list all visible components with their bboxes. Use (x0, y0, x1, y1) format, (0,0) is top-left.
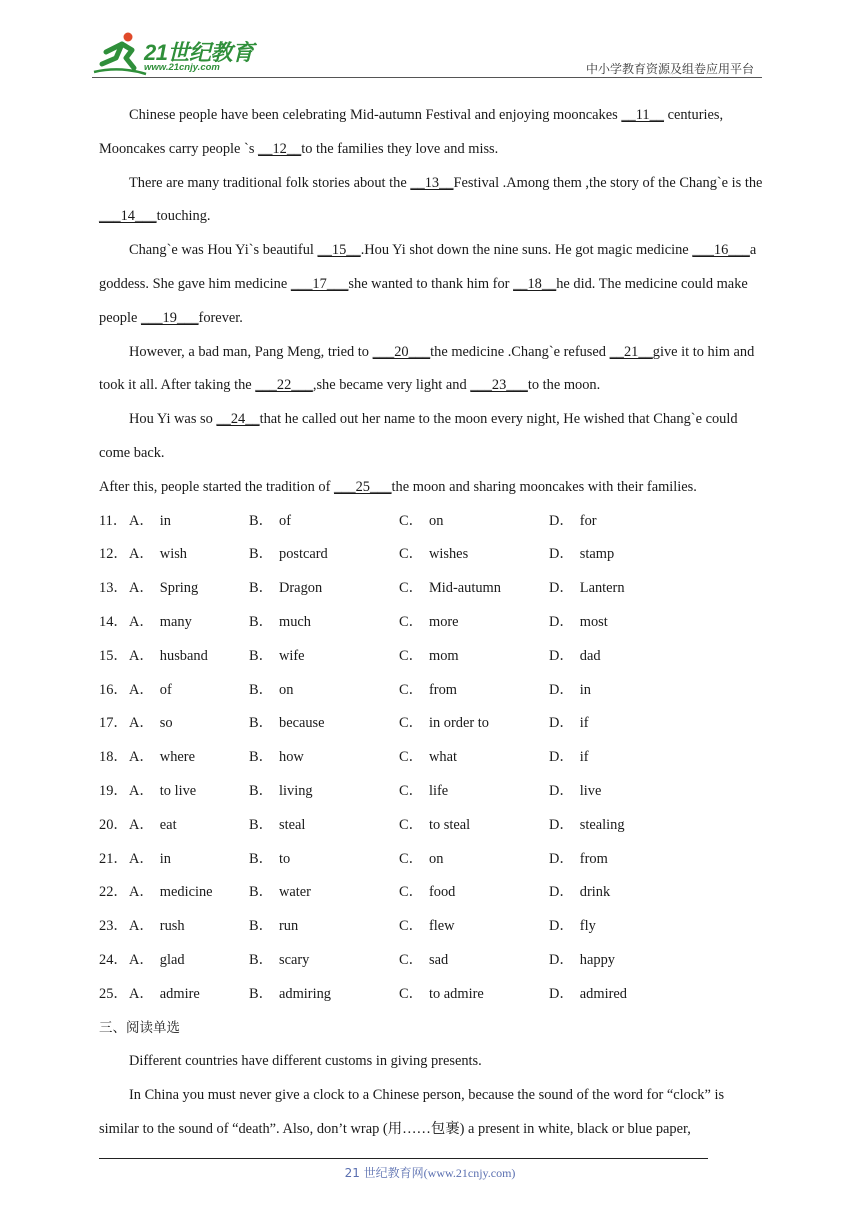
option-text: where (159, 749, 195, 766)
option-text: admired (579, 985, 627, 1002)
option-letter: C． (399, 647, 423, 664)
passage-text: she wanted to thank him for (348, 275, 514, 292)
option-letter: C． (399, 681, 423, 698)
option-b (249, 640, 399, 674)
option-text: on (279, 681, 294, 698)
question-number: 21． (99, 850, 128, 867)
passage-text: However, a bad man, Pang Meng, tried to (129, 343, 373, 360)
footer-divider (99, 1158, 708, 1159)
option-b (249, 775, 399, 809)
option-text: husband (159, 647, 208, 664)
option-b (249, 606, 399, 640)
option-letter: D． (549, 546, 574, 563)
option-letter: C． (399, 782, 423, 799)
logo (92, 30, 262, 76)
passage-paragraph (99, 336, 763, 404)
option-letter: B． (249, 512, 273, 529)
option-c (399, 978, 549, 1012)
option-letter: B． (249, 951, 273, 968)
question-number: 16． (99, 681, 128, 698)
option-b (249, 707, 399, 741)
question-number: 13． (99, 580, 128, 597)
option-d (549, 538, 699, 572)
option-letter: B． (249, 884, 273, 901)
answer-blank: __21__ (609, 343, 653, 360)
option-text: in (159, 850, 171, 867)
option-text: fly (579, 918, 596, 935)
option-letter: A． (129, 681, 154, 698)
option-letter: C． (399, 546, 423, 563)
option-letter: B． (249, 580, 273, 597)
option-letter: B． (249, 918, 273, 935)
option-a (129, 809, 249, 843)
reading-paragraph: In China you must never give a clock to a Chinese person, because the sound of the word for “clock” is similar to the sound of “death”. Also, don’t wrap (用……包裹) a present in white, black or blue paper, (99, 1087, 725, 1137)
option-text: glad (159, 951, 185, 968)
option-c (399, 505, 549, 539)
option-letter: B． (249, 816, 273, 833)
question-number: 25． (99, 985, 128, 1002)
option-text: live (579, 782, 602, 799)
option-d (549, 674, 699, 708)
answer-blank: ___22___ (255, 377, 313, 394)
question-row (99, 978, 763, 1012)
option-letter: C． (399, 850, 423, 867)
answer-blank: ___23___ (470, 377, 528, 394)
passage-text: that he called out her name to the moon every night, He wished that Chang`e could come back. (99, 411, 738, 461)
option-d (549, 843, 699, 877)
option-b (249, 944, 399, 978)
option-c (399, 910, 549, 944)
passage-text: a goddess. She gave him medicine (99, 242, 757, 292)
question-number: 23． (99, 918, 128, 935)
option-text: to admire (429, 985, 484, 1002)
option-letter: A． (129, 985, 154, 1002)
option-letter: D． (549, 512, 574, 529)
option-d (549, 640, 699, 674)
question-row (99, 606, 763, 640)
option-letter: B． (249, 546, 273, 563)
option-d (549, 606, 699, 640)
option-letter: D． (549, 850, 574, 867)
header-divider (92, 77, 762, 78)
logo-url: www.21cnjy.com (144, 62, 220, 73)
option-letter: D． (549, 884, 574, 901)
option-letter: D． (549, 715, 574, 732)
question-row (99, 910, 763, 944)
option-a (129, 640, 249, 674)
option-text: flew (429, 918, 455, 935)
option-text: dad (579, 647, 601, 664)
option-letter: C． (399, 951, 423, 968)
option-letter: A． (129, 715, 154, 732)
question-row (99, 640, 763, 674)
option-text: for (579, 512, 597, 529)
option-text: run (279, 918, 299, 935)
page-footer (0, 1164, 860, 1181)
passage-text: Chinese people have been celebrating Mid-autumn Festival and enjoying mooncakes (129, 107, 622, 123)
option-text: admire (159, 985, 200, 1002)
question-number: 22． (99, 884, 128, 901)
option-letter: B． (249, 782, 273, 799)
option-letter: A． (129, 546, 154, 563)
option-b (249, 978, 399, 1012)
footer-site-name: 21 世纪教育网 (344, 1166, 424, 1180)
option-a (129, 741, 249, 775)
option-d (549, 505, 699, 539)
passage-text: Hou Yi was so (129, 411, 217, 428)
option-d (549, 707, 699, 741)
option-letter: C． (399, 884, 423, 901)
option-a (129, 978, 249, 1012)
option-letter: A． (129, 850, 154, 867)
option-text: Lantern (579, 580, 625, 597)
option-text: Spring (159, 580, 199, 597)
option-letter: A． (129, 918, 154, 935)
passage-text: touching. (156, 208, 211, 225)
passage-text: he did. The medicine could make people (99, 275, 748, 326)
option-c (399, 775, 549, 809)
option-letter: B． (249, 681, 273, 698)
option-text: wish (159, 546, 187, 563)
option-b (249, 809, 399, 843)
option-b (249, 572, 399, 606)
option-text: stamp (579, 546, 615, 563)
option-text: to live (159, 782, 197, 799)
option-text: of (279, 512, 291, 529)
option-letter: B． (249, 715, 273, 732)
question-row (99, 775, 763, 809)
option-letter: D． (549, 782, 574, 799)
option-letter: C． (399, 918, 423, 935)
passage-text: Chang`e was Hou Yi`s beautiful (129, 242, 318, 259)
question-row (99, 876, 763, 910)
option-d (549, 775, 699, 809)
answer-blank: __18__ (513, 275, 557, 292)
option-a (129, 843, 249, 877)
option-c (399, 944, 549, 978)
option-b (249, 674, 399, 708)
passage-paragraph (99, 403, 763, 471)
option-c (399, 741, 549, 775)
page-header (92, 30, 762, 78)
question-number: 18． (99, 749, 128, 766)
question-number: 19． (99, 782, 128, 799)
option-text: what (429, 749, 457, 766)
logo-text: 21世纪教育 (144, 40, 254, 65)
option-c (399, 674, 549, 708)
option-c (399, 538, 549, 572)
question-row (99, 741, 763, 775)
passage-text: give it to him and took it all. After taking the (99, 343, 755, 394)
option-letter: D． (549, 816, 574, 833)
option-letter: D． (549, 580, 574, 597)
option-text: much (279, 613, 311, 630)
option-text: wishes (429, 546, 469, 563)
option-letter: B． (249, 613, 273, 630)
option-text: in (579, 681, 591, 698)
section-title: 三、阅读单选 (99, 1019, 180, 1036)
option-d (549, 978, 699, 1012)
question-row (99, 572, 763, 606)
answer-blank: __15__ (317, 242, 361, 259)
passage-text: ,she became very light and (312, 377, 471, 394)
option-text: living (279, 782, 313, 799)
option-text: admiring (279, 985, 331, 1002)
option-d (549, 944, 699, 978)
answer-blank: __11__ (621, 107, 664, 123)
option-text: Mid-autumn (429, 580, 501, 597)
question-number: 12． (99, 546, 128, 563)
option-text: medicine (159, 884, 213, 901)
footer-url: (www.21cnjy.com) (423, 1166, 516, 1180)
option-letter: A． (129, 782, 154, 799)
option-d (549, 572, 699, 606)
option-b (249, 876, 399, 910)
answer-blank: ___14___ (99, 208, 157, 225)
option-letter: D． (549, 985, 574, 1002)
answer-blank: __12__ (258, 140, 302, 157)
option-text: because (279, 715, 325, 732)
passage-paragraph (99, 234, 763, 335)
option-text: how (279, 749, 304, 766)
reading-paragraph: Different countries have different customs in giving presents. (129, 1053, 482, 1070)
option-text: from (579, 850, 608, 867)
passage-text: After this, people started the tradition of (99, 478, 334, 495)
answer-blank: ___20___ (372, 343, 431, 360)
option-a (129, 775, 249, 809)
passage-text: to the families they love and miss. (301, 140, 499, 157)
option-a (129, 538, 249, 572)
passage-paragraph (99, 99, 763, 167)
option-letter: C． (399, 613, 423, 630)
question-number: 24． (99, 951, 128, 968)
option-text: eat (159, 816, 177, 833)
option-letter: C． (399, 749, 423, 766)
option-b (249, 843, 399, 877)
option-text: if (579, 749, 589, 766)
option-a (129, 910, 249, 944)
answer-blank: ___16___ (692, 242, 750, 259)
question-number: 17． (99, 715, 128, 732)
option-letter: C． (399, 715, 423, 732)
option-a (129, 674, 249, 708)
question-list (99, 505, 763, 1012)
question-number: 14． (99, 613, 128, 630)
question-row (99, 809, 763, 843)
question-number: 20． (99, 816, 128, 833)
option-text: on (429, 850, 444, 867)
cloze-passage (99, 99, 763, 505)
answer-blank: ___25___ (333, 478, 392, 495)
option-text: drink (579, 884, 611, 901)
question-row (99, 843, 763, 877)
option-text: scary (279, 951, 310, 968)
passage-paragraph (99, 471, 763, 505)
passage-text: to the moon. (527, 377, 601, 394)
option-text: in (159, 512, 171, 529)
option-c (399, 876, 549, 910)
option-text: so (159, 715, 173, 732)
option-b (249, 538, 399, 572)
answer-blank: ___19___ (140, 309, 199, 326)
option-letter: A． (129, 580, 154, 597)
option-letter: A． (129, 512, 154, 529)
document-body (99, 99, 763, 1147)
option-c (399, 572, 549, 606)
option-letter: D． (549, 749, 574, 766)
option-text: postcard (279, 546, 328, 563)
option-text: most (579, 613, 608, 630)
option-letter: A． (129, 749, 154, 766)
option-text: to steal (429, 816, 471, 833)
option-letter: C． (399, 580, 423, 597)
passage-text: There are many traditional folk stories about the (129, 174, 411, 191)
option-d (549, 809, 699, 843)
option-letter: D． (549, 613, 574, 630)
question-number: 15． (99, 647, 128, 664)
option-text: life (429, 782, 449, 799)
runner-logo-icon (92, 30, 148, 76)
passage-text: the moon and sharing mooncakes with their families. (391, 478, 697, 495)
option-a (129, 876, 249, 910)
option-letter: A． (129, 951, 154, 968)
option-letter: D． (549, 647, 574, 664)
option-a (129, 944, 249, 978)
option-d (549, 876, 699, 910)
option-letter: C． (399, 985, 423, 1002)
option-text: if (579, 715, 589, 732)
option-c (399, 809, 549, 843)
option-letter: B． (249, 749, 273, 766)
option-text: Dragon (279, 580, 323, 597)
answer-blank: __24__ (216, 411, 260, 428)
option-text: in order to (429, 715, 489, 732)
option-text: on (429, 512, 444, 529)
option-a (129, 707, 249, 741)
option-c (399, 640, 549, 674)
option-text: of (159, 681, 172, 698)
option-letter: B． (249, 985, 273, 1002)
option-letter: A． (129, 816, 154, 833)
passage-text: Festival .Among them ,the story of the Chang`e is the (453, 174, 763, 191)
option-a (129, 505, 249, 539)
passage-paragraph (99, 167, 763, 235)
header-platform-text: 中小学教育资源及组卷应用平台 (585, 62, 754, 76)
option-text: steal (279, 816, 306, 833)
answer-blank: ___17___ (290, 275, 349, 292)
option-text: happy (579, 951, 615, 968)
option-letter: C． (399, 816, 423, 833)
option-text: water (279, 884, 311, 901)
passage-text: centuries, Mooncakes carry people `s (99, 107, 724, 157)
option-letter: D． (549, 918, 574, 935)
option-d (549, 910, 699, 944)
option-letter: A． (129, 647, 154, 664)
question-row (99, 674, 763, 708)
option-text: many (159, 613, 192, 630)
passage-text: forever. (198, 309, 243, 326)
option-text: rush (159, 918, 185, 935)
option-letter: A． (129, 613, 154, 630)
option-d (549, 741, 699, 775)
option-text: to (279, 850, 291, 867)
option-text: wife (279, 647, 305, 664)
answer-blank: __13__ (410, 174, 454, 191)
option-letter: C． (399, 512, 423, 529)
option-b (249, 741, 399, 775)
passage-text: .Hou Yi shot down the nine suns. He got magic medicine (360, 242, 693, 259)
option-letter: D． (549, 951, 574, 968)
option-letter: A． (129, 884, 154, 901)
option-c (399, 606, 549, 640)
option-a (129, 572, 249, 606)
option-text: more (429, 613, 459, 630)
option-a (129, 606, 249, 640)
option-b (249, 910, 399, 944)
option-b (249, 505, 399, 539)
option-letter: B． (249, 850, 273, 867)
question-row (99, 707, 763, 741)
question-row (99, 538, 763, 572)
option-text: stealing (579, 816, 625, 833)
option-text: mom (429, 647, 459, 664)
option-c (399, 707, 549, 741)
option-text: food (429, 884, 456, 901)
question-row (99, 505, 763, 539)
option-letter: D． (549, 681, 574, 698)
question-number: 11． (99, 512, 128, 529)
question-row (99, 944, 763, 978)
passage-text: the medicine .Chang`e refused (430, 343, 610, 360)
option-c (399, 843, 549, 877)
option-letter: B． (249, 647, 273, 664)
option-text: from (429, 681, 457, 698)
option-text: sad (429, 951, 449, 968)
